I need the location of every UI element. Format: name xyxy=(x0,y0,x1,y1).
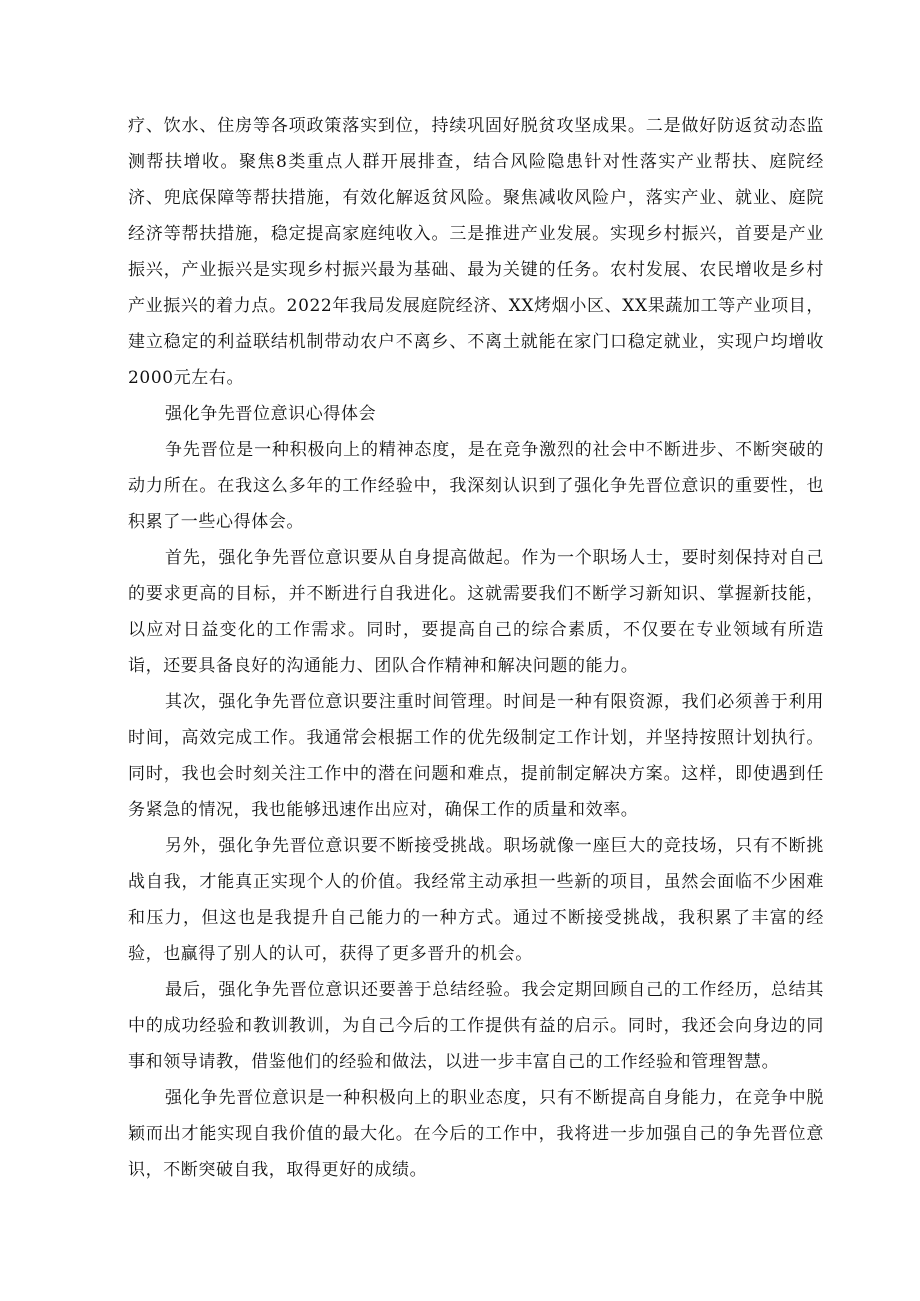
body-paragraph-4: 另外，强化争先晋位意识要不断接受挑战。职场就像一座巨大的竞技场，只有不断挑战自我，才能真正实现个人的价值。我经常主动承担一些新的项目，虽然会面临不少困难和压力，但这也是我提升自己能力的一种方式。通过不断接受挑战，我积累了丰富的经验，也赢得了别人的认可，获得了更多晋升的机会。 xyxy=(128,836,824,964)
body-paragraph-5: 最后，强化争先晋位意识还要善于总结经验。我会定期回顾自己的工作经历，总结其中的成功经验和教训教训，为自己今后的工作提供有益的启示。同时，我还会向身边的同事和领导请教，借鉴他们的经验和做法，以进一步丰富自己的工作经验和管理智慧。 xyxy=(128,980,824,1072)
document-page xyxy=(128,108,824,1188)
section-title: 强化争先晋位意识心得体会 xyxy=(165,404,377,424)
body-paragraph-3: 其次，强化争先晋位意识要注重时间管理。时间是一种有限资源，我们必须善于利用时间，高效完成工作。我通常会根据工作的优先级制定工作计划，并坚持按照计划执行。同时，我也会时刻关注工作中的潜在问题和难点，提前制定解决方案。这样，即使遇到任务紧急的情况，我也能够迅速作出应对，确保工作的质量和效率。 xyxy=(128,692,824,820)
intro-paragraph: 疗、饮水、住房等各项政策落实到位，持续巩固好脱贫攻坚成果。二是做好防返贫动态监测帮扶增收。聚焦8类重点人群开展排查，结合风险隐患针对性落实产业帮扶、庭院经济、兜底保障等帮扶措施，有效化解返贫风险。聚焦减收风险户，落实产业、就业、庭院经济等帮扶措施，稳定提高家庭纯收入。三是推进产业发展。实现乡村振兴，首要是产业振兴，产业振兴是实现乡村振兴最为基础、最为关键的任务。农村发展、农民增收是乡村产业振兴的着力点。2022年我局发展庭院经济、XX烤烟小区、XX果蔬加工等产业项目，建立稳定的利益联结机制带动农户不离乡、不离土就能在家门口稳定就业，实现户均增收2000元左右。 xyxy=(128,116,824,388)
body-paragraph-6: 强化争先晋位意识是一种积极向上的职业态度，只有不断提高自身能力，在竞争中脱颖而出才能实现自我价值的最大化。在今后的工作中，我将进一步加强自己的争先晋位意识，不断突破自我，取得更好的成绩。 xyxy=(128,1088,824,1180)
body-paragraph-1: 争先晋位是一种积极向上的精神态度，是在竞争激烈的社会中不断进步、不断突破的动力所在。在我这么多年的工作经验中，我深刻认识到了强化争先晋位意识的重要性，也积累了一些心得体会。 xyxy=(128,440,824,532)
body-paragraph-2: 首先，强化争先晋位意识要从自身提高做起。作为一个职场人士，要时刻保持对自己的要求更高的目标，并不断进行自我进化。这就需要我们不断学习新知识、掌握新技能，以应对日益变化的工作需求。同时，要提高自己的综合素质，不仅要在专业领域有所造诣，还要具备良好的沟通能力、团队合作精神和解决问题的能力。 xyxy=(128,548,824,676)
